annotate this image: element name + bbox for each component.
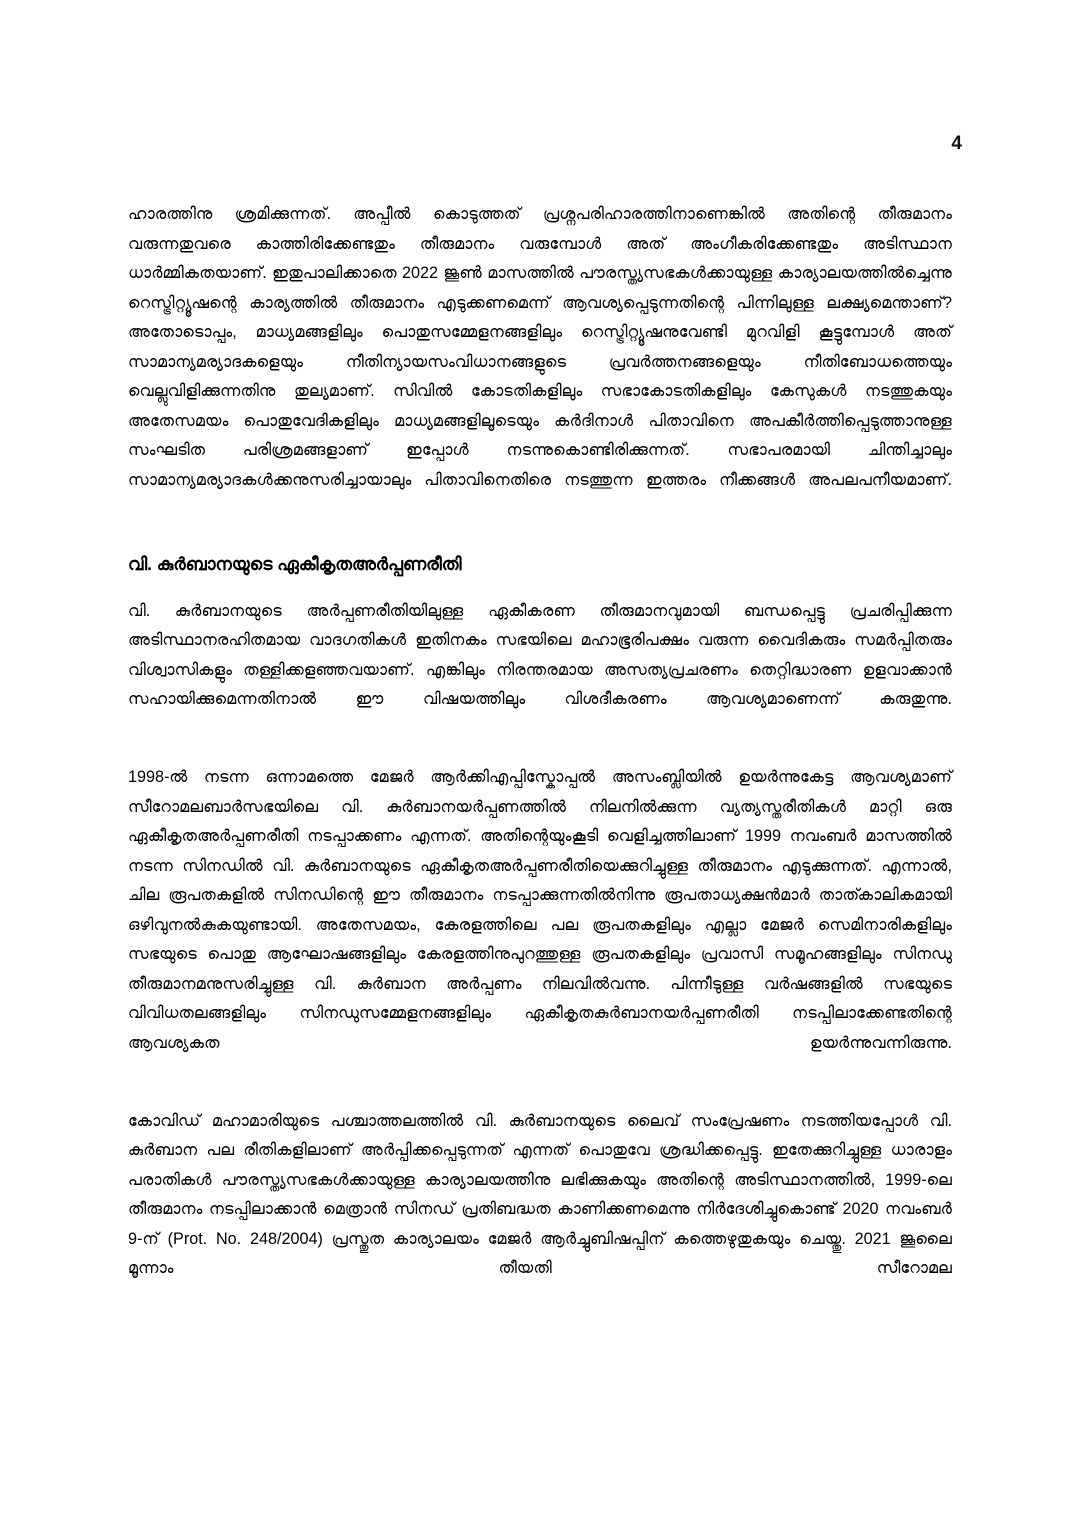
paragraph-4: കോവിഡ് മഹാമാരിയുടെ പശ്ചാത്തലത്തിൽ വി. കുർബാനയുടെ ലൈവ് സംപ്രേഷണം നടത്തിയപ്പോൾ വി. കുർബാന പല രീതികളിലാണ് അർപ്പിക്കപ്പെടുന്നത് എന്നത് പൊതുവേ ശ്രദ്ധിക്കപ്പെട്ടു. ഇതേക്കുറിച്ചുള്ള ധാരാളം പരാതികൾ പൗരസ്ത്യസഭകൾക്കായുള്ള കാര്യാലയത്തിനു ലഭിക്കുകയും അതിന്റെ അടിസ്ഥാനത്തിൽ, 1999-ലെ തീരുമാനം നടപ്പിലാക്കാൻ മെത്രാൻ സിനഡ് പ്രതിബദ്ധത കാണിക്കണമെന്നു നിർദേശിച്ചുകൊണ്ട് 2020 നവംബർ 9-ന് (Prot. No. 248/2004) പ്രസ്തുത കാര്യാലയം മേജർ ആർച്ചുബിഷപ്പിന് കത്തെഴുതുകയും ചെയ്തു. 2021 ജൂലൈ മൂന്നാം തീയതി സീറോമല — [128, 1111, 952, 1277]
paragraph-1: ഹാരത്തിനു ശ്രമിക്കുന്നത്. അപ്പീൽ കൊടുത്തത് പ്രശ്നപരിഹാരത്തിനാണെങ്കിൽ അതിന്റെ തീരുമാനം വരുന്നതുവരെ കാത്തിരിക്കേണ്ടതും തീരുമാനം വരുമ്പോൾ അത് അംഗീകരിക്കേണ്ടതും അടിസ്ഥാന ധാർമ്മികതയാണ്. ഇതുപാലിക്കാതെ 2022 ജൂൺ മാസത്തിൽ പൗരസ്ത്യസഭകൾക്കായുള്ള കാര്യാലയത്തിൽച്ചെന്നു റെസ്ട്രിറ്റ്യൂഷന്റെ കാര്യത്തിൽ തീരുമാനം എടുക്കണമെന്ന് ആവശ്യപ്പെടുന്നതിന്റെ പിന്നിലുള്ള ലക്ഷ്യമെന്താണ്? അതോടൊപ്പം, മാധ്യമങ്ങളിലും പൊതുസമ്മേളനങ്ങളിലും റെസ്ട്രിറ്റ്യൂഷനുവേണ്ടി മുറവിളി കൂട്ടുമ്പോൾ അത് സാമാന്യമര്യാദകളെയും നീതിന്യായസംവിധാനങ്ങളുടെ പ്രവർത്തനങ്ങളെയും നീതിബോധത്തെയും വെല്ലുവിളിക്കുന്നതിനു തുല്യമാണ്. സിവിൽ കോടതികളിലും സഭാകോടതികളിലും കേസുകൾ നടത്തുകയും അതേസമയം പൊതുവേദികളിലും മാധ്യമങ്ങളിലൂടെയും കർദിനാൾ പിതാവിനെ അപകീർത്തിപ്പെടുത്താനുള്ള സംഘടിത പരിശ്രമങ്ങളാണ് ഇപ്പോൾ നടന്നുകൊണ്ടിരിക്കുന്നത്. സഭാപരമായി ചിന്തിച്ചാലും സാമാന്യമര്യാദകൾക്കനുസരിച്ചായാലും പിതാവിനെതിരെ നടത്തുന്ന ഇത്തരം നീക്കങ്ങൾ അപലപനീയമാണ്. — [128, 205, 952, 489]
page-content — [128, 200, 952, 1313]
section-heading: വി. കുർബാനയുടെ ഏകീകൃതഅർപ്പണരീതി — [128, 553, 462, 574]
paragraph-3: 1998-ൽ നടന്ന ഒന്നാമത്തെ മേജർ ആർക്കിഎപ്പിസ്കോപ്പൽ അസംബ്ലിയിൽ ഉയർന്നുകേട്ട ആവശ്യമാണ് സീറോമലബാർസഭയിലെ വി. കുർബാനയർപ്പണത്തിൽ നിലനിൽക്കുന്ന വ്യത്യസ്തരീതികൾ മാറ്റി ഒരു ഏകീകൃതഅർപ്പണരീതി നടപ്പാക്കണം എന്നത്. അതിന്റെയുംകൂടി വെളിച്ചത്തിലാണ് 1999 നവംബർ മാസത്തിൽ നടന്ന സിനഡിൽ വി. കുർബാനയുടെ ഏകീകൃതഅർപ്പണരീതിയെക്കുറിച്ചുള്ള തീരുമാനം എടുക്കുന്നത്. എന്നാൽ, ചില രൂപതകളിൽ സിനഡിന്റെ ഈ തീരുമാനം നടപ്പാക്കുന്നതിൽനിന്നു രൂപതാധ്യക്ഷൻമാർ താത്കാലികമായി ഒഴിവുനൽകുകയുണ്ടായി. അതേസമയം, കേരളത്തിലെ പല രൂപതകളിലും എല്ലാ മേജർ സെമിനാരികളിലും സഭയുടെ പൊതു ആഘോഷങ്ങളിലും കേരളത്തിനുപുറത്തുള്ള രൂപതകളിലും പ്രവാസി സമൂഹങ്ങളിലും സിനഡു തീരുമാനമനുസരിച്ചുള്ള വി. കുർബാന അർപ്പണം നിലവിൽവന്നു. പിന്നീടുള്ള വർഷങ്ങളിൽ സഭയുടെ വിവിധതലങ്ങളിലും സിനഡുസമ്മേളനങ്ങളിലും ഏകീകൃതകുർബാനയർപ്പണരീതി നടപ്പിലാക്കേണ്ടതിന്റെ ആവശ്യകത ഉയർന്നുവന്നിരുന്നു. — [128, 768, 952, 1052]
paragraph-2: വി. കുർബാനയുടെ അർപ്പണരീതിയിലുള്ള ഏകീകരണ തീരുമാനവുമായി ബന്ധപ്പെട്ടു പ്രചരിപ്പിക്കുന്ന അടിസ്ഥാനരഹിതമായ വാദഗതികൾ ഇതിനകം സഭയിലെ മഹാഭൂരിപക്ഷം വരുന്ന വൈദികരും സമർപ്പിതരും വിശ്വാസികളും തള്ളിക്കളഞ്ഞവയാണ്. എങ്കിലും നിരന്തരമായ അസത്യപ്രചരണം തെറ്റിദ്ധാരണ ഉളവാക്കാൻ സഹായിക്കുമെന്നതിനാൽ ഈ വിഷയത്തിലും വിശദീകരണം ആവശ്യമാണെന്ന് കരുതുന്നു. — [128, 601, 952, 708]
page-number: 4 — [951, 133, 962, 154]
